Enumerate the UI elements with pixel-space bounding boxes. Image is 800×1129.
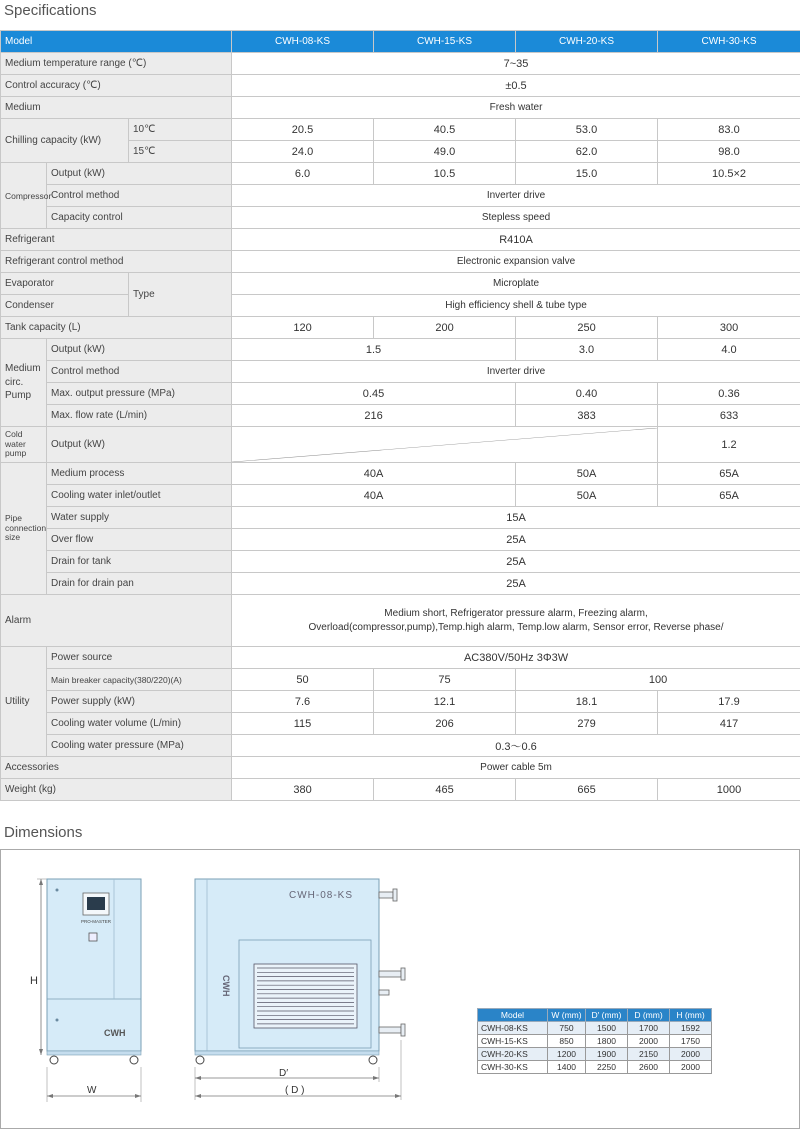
- arrow-icon: [39, 1049, 43, 1055]
- cell-value: 1900: [586, 1048, 628, 1061]
- alarm-cell: [232, 595, 800, 647]
- table-row: [1, 317, 800, 339]
- model-column-header: CWH-30-KS: [658, 31, 800, 53]
- cell-value: 50: [232, 669, 374, 691]
- cell-value: 0.3～0.6: [232, 735, 800, 757]
- switch-icon: [89, 933, 97, 941]
- model-column-header: CWH-20-KS: [516, 31, 658, 53]
- cell-value: 0.40: [516, 383, 658, 405]
- table-row: [1, 295, 800, 317]
- row-sublabel: 10℃: [129, 119, 232, 141]
- row-label: Max. flow rate (L/min): [47, 405, 232, 427]
- cell-value: 15.0: [516, 163, 658, 185]
- table-header-row: [478, 1009, 712, 1022]
- row-label: Refrigerant: [1, 229, 232, 251]
- cell-value: 83.0: [658, 119, 800, 141]
- table-row: [1, 713, 800, 735]
- row-label: Over flow: [47, 529, 232, 551]
- cell-value: 7.6: [232, 691, 374, 713]
- cell-value: 1592: [670, 1022, 712, 1035]
- cell-value: CWH-08-KS: [478, 1022, 548, 1035]
- cell-value: 7~35: [232, 53, 800, 75]
- cell-value: 665: [516, 779, 658, 801]
- side-view: [195, 879, 405, 1100]
- table-row: [1, 163, 800, 185]
- row-label: Control method: [47, 361, 232, 383]
- caster-icon: [196, 1056, 204, 1064]
- table-row: [478, 1022, 712, 1035]
- display-screen: [87, 897, 105, 910]
- arrow-icon: [47, 1094, 53, 1098]
- d-label: ( D ): [285, 1085, 305, 1096]
- cell-value: High efficiency shell & tube type: [232, 295, 800, 317]
- cell-value: 1750: [670, 1035, 712, 1048]
- diagonal-line-icon: [232, 428, 657, 462]
- cell-value: 10.5×2: [658, 163, 800, 185]
- cell-value: 98.0: [658, 141, 800, 163]
- table-row: [1, 339, 800, 361]
- row-label: Drain for tank: [47, 551, 232, 573]
- row-label: Power source: [47, 647, 232, 669]
- row-label: Cooling water pressure (MPa): [47, 735, 232, 757]
- cell-value: 25A: [232, 529, 800, 551]
- group-label: Pipe connection size: [1, 463, 47, 595]
- alarm-line: Overload(compressor,pump),Temp.high alarm, Temp.low alarm, Sensor error, Reverse phase/: [308, 621, 724, 633]
- row-label: Cooling water volume (L/min): [47, 713, 232, 735]
- specifications-title: Specifications: [4, 2, 97, 19]
- cell-value: 50A: [516, 463, 658, 485]
- caster-icon: [50, 1056, 58, 1064]
- row-label: Drain for drain pan: [47, 573, 232, 595]
- cell-value: Electronic expansion valve: [232, 251, 800, 273]
- cell-value: Microplate: [232, 273, 800, 295]
- table-row: [1, 207, 800, 229]
- cell-value: 206: [374, 713, 516, 735]
- cell-value: 20.5: [232, 119, 374, 141]
- cell-value: 17.9: [658, 691, 800, 713]
- row-label: Water supply: [47, 507, 232, 529]
- table-row: [1, 427, 800, 463]
- table-row: [478, 1035, 712, 1048]
- caster-icon: [369, 1056, 377, 1064]
- cell-value: 25A: [232, 573, 800, 595]
- cell-value: 200: [374, 317, 516, 339]
- table-row: [1, 383, 800, 405]
- table-row: [1, 529, 800, 551]
- cell-value: CWH-20-KS: [478, 1048, 548, 1061]
- cell-value: 0.45: [232, 383, 516, 405]
- column-header: W (mm): [548, 1009, 586, 1022]
- pipe-connections: [379, 889, 405, 1036]
- arrow-icon: [373, 1076, 379, 1080]
- arrow-icon: [135, 1094, 141, 1098]
- table-row: [1, 669, 800, 691]
- row-label: Output (kW): [47, 427, 232, 463]
- row-label: Medium temperature range (℃): [1, 53, 232, 75]
- not-applicable-cell: [232, 427, 658, 463]
- cell-value: CWH-30-KS: [478, 1061, 548, 1074]
- row-label: Medium: [1, 97, 232, 119]
- cell-value: 62.0: [516, 141, 658, 163]
- table-row: [1, 507, 800, 529]
- cell-value: 380: [232, 779, 374, 801]
- cell-value: 383: [516, 405, 658, 427]
- table-row: [1, 185, 800, 207]
- cell-value: 4.0: [658, 339, 800, 361]
- brand-label: PRO-MASTER: [81, 919, 112, 924]
- row-label: Control method: [47, 185, 232, 207]
- cell-value: 1200: [548, 1048, 586, 1061]
- row-label: Output (kW): [47, 339, 232, 361]
- cell-value: 2150: [628, 1048, 670, 1061]
- w-label: W: [87, 1085, 97, 1096]
- cell-value: 250: [516, 317, 658, 339]
- row-label: Power supply (kW): [47, 691, 232, 713]
- column-header: D′ (mm): [586, 1009, 628, 1022]
- cell-value: 24.0: [232, 141, 374, 163]
- cell-value: 750: [548, 1022, 586, 1035]
- cell-value: 115: [232, 713, 374, 735]
- cell-value: ±0.5: [232, 75, 800, 97]
- row-label: Chilling capacity (kW): [1, 119, 129, 163]
- cell-value: 25A: [232, 551, 800, 573]
- side-logo-label: CWH: [221, 975, 231, 997]
- table-row: [1, 485, 800, 507]
- table-row: [1, 551, 800, 573]
- row-label: Refrigerant control method: [1, 251, 232, 273]
- cell-value: 1400: [548, 1061, 586, 1074]
- cell-value: 2000: [670, 1061, 712, 1074]
- row-label: Evaporator: [1, 273, 129, 295]
- arrow-icon: [195, 1076, 201, 1080]
- cell-value: 465: [374, 779, 516, 801]
- d-prime-label: D′: [279, 1068, 289, 1079]
- model-column-header: CWH-15-KS: [374, 31, 516, 53]
- cell-value: 75: [374, 669, 516, 691]
- cell-value: 6.0: [232, 163, 374, 185]
- cell-value: AC380V/50Hz 3Φ3W: [232, 647, 800, 669]
- row-label: Capacity control: [47, 207, 232, 229]
- pipe-icon: [379, 1027, 401, 1033]
- cell-value: 216: [232, 405, 516, 427]
- pipe-icon: [401, 968, 405, 980]
- cell-value: 633: [658, 405, 800, 427]
- table-row: [1, 75, 800, 97]
- table-row: [1, 273, 800, 295]
- table-row: [1, 361, 800, 383]
- cell-value: 40.5: [374, 119, 516, 141]
- row-sublabel: Type: [129, 273, 232, 317]
- cell-value: 1700: [628, 1022, 670, 1035]
- cell-value: Power cable 5m: [232, 757, 800, 779]
- table-header-row: [1, 31, 800, 53]
- table-row: [1, 757, 800, 779]
- cell-value: 65A: [658, 485, 800, 507]
- column-header: H (mm): [670, 1009, 712, 1022]
- cell-value: 40A: [232, 485, 516, 507]
- dimensions-table: [477, 1008, 712, 1074]
- row-label: Max. output pressure (MPa): [47, 383, 232, 405]
- cell-value: Inverter drive: [232, 361, 800, 383]
- table-row: [1, 735, 800, 757]
- cell-value: 1.2: [658, 427, 800, 463]
- cell-value: 300: [658, 317, 800, 339]
- column-header: D (mm): [628, 1009, 670, 1022]
- row-label: Accessories: [1, 757, 232, 779]
- cell-value: 15A: [232, 507, 800, 529]
- row-label: Output (kW): [47, 163, 232, 185]
- cell-value: Stepless speed: [232, 207, 800, 229]
- model-column-header: CWH-08-KS: [232, 31, 374, 53]
- cell-value: 1.5: [232, 339, 516, 361]
- vent-grille: [254, 964, 357, 1028]
- row-label: Main breaker capacity(380/220)(A): [47, 669, 232, 691]
- cell-value: 2000: [670, 1048, 712, 1061]
- table-row: [1, 119, 800, 141]
- group-label: Medium circ. Pump: [1, 339, 47, 427]
- arrow-icon: [195, 1094, 201, 1098]
- cell-value: 10.5: [374, 163, 516, 185]
- cell-value: 49.0: [374, 141, 516, 163]
- cell-value: 2600: [628, 1061, 670, 1074]
- cell-value: 0.36: [658, 383, 800, 405]
- group-label: Compressor: [1, 163, 47, 229]
- h-label: H: [30, 975, 38, 987]
- row-label: Tank capacity (L): [1, 317, 232, 339]
- table-row: [1, 595, 800, 647]
- pipe-icon: [393, 889, 397, 901]
- table-row: [1, 779, 800, 801]
- cell-value: 50A: [516, 485, 658, 507]
- cell-value: Inverter drive: [232, 185, 800, 207]
- row-label: Cooling water inlet/outlet: [47, 485, 232, 507]
- cell-value: 100: [516, 669, 800, 691]
- cell-value: R410A: [232, 229, 800, 251]
- table-row: [1, 573, 800, 595]
- cell-value: 2000: [628, 1035, 670, 1048]
- cell-value: 417: [658, 713, 800, 735]
- row-label: Weight (kg): [1, 779, 232, 801]
- row-label: Alarm: [1, 595, 232, 647]
- table-row: [1, 53, 800, 75]
- table-row: [1, 229, 800, 251]
- row-label: Medium process: [47, 463, 232, 485]
- table-row: [478, 1048, 712, 1061]
- cell-value: 53.0: [516, 119, 658, 141]
- caster-icon: [130, 1056, 138, 1064]
- arrow-icon: [39, 879, 43, 885]
- cell-value: 850: [548, 1035, 586, 1048]
- table-row: [1, 251, 800, 273]
- cell-value: 1800: [586, 1035, 628, 1048]
- logo-label: CWH: [104, 1028, 126, 1038]
- arrow-icon: [395, 1094, 401, 1098]
- pipe-icon: [379, 971, 401, 977]
- cell-value: 1000: [658, 779, 800, 801]
- table-row: [1, 463, 800, 485]
- dimension-drawing: [1, 850, 799, 1128]
- cell-value: 1500: [586, 1022, 628, 1035]
- row-sublabel: 15℃: [129, 141, 232, 163]
- cell-value: 12.1: [374, 691, 516, 713]
- cell-value: 18.1: [516, 691, 658, 713]
- cell-value: 65A: [658, 463, 800, 485]
- row-label: Condenser: [1, 295, 129, 317]
- cell-value: CWH-15-KS: [478, 1035, 548, 1048]
- group-label: Cold water pump: [1, 427, 47, 463]
- column-header: Model: [478, 1009, 548, 1022]
- cell-value: 2250: [586, 1061, 628, 1074]
- cell-value: Fresh water: [232, 97, 800, 119]
- valve-icon: [379, 990, 389, 995]
- model-header: Model: [1, 31, 232, 53]
- table-row: [1, 405, 800, 427]
- cell-value: 40A: [232, 463, 516, 485]
- group-label: Utility: [1, 647, 47, 757]
- table-row: [1, 691, 800, 713]
- cell-value: 120: [232, 317, 374, 339]
- specifications-table: [0, 30, 800, 801]
- model-label: CWH-08-KS: [289, 890, 354, 901]
- table-row: [1, 97, 800, 119]
- front-view: [30, 879, 141, 1102]
- cell-value: 3.0: [516, 339, 658, 361]
- row-label: Control accuracy (℃): [1, 75, 232, 97]
- cell-value: 279: [516, 713, 658, 735]
- dimensions-panel: [0, 849, 800, 1129]
- dimensions-title: Dimensions: [4, 824, 83, 841]
- pipe-icon: [401, 1024, 405, 1036]
- pipe-icon: [379, 892, 393, 898]
- table-row: [1, 647, 800, 669]
- table-row: [478, 1061, 712, 1074]
- vertical-logo: [221, 975, 231, 997]
- alarm-line: Medium short, Refrigerator pressure alarm, Freezing alarm,: [384, 608, 648, 619]
